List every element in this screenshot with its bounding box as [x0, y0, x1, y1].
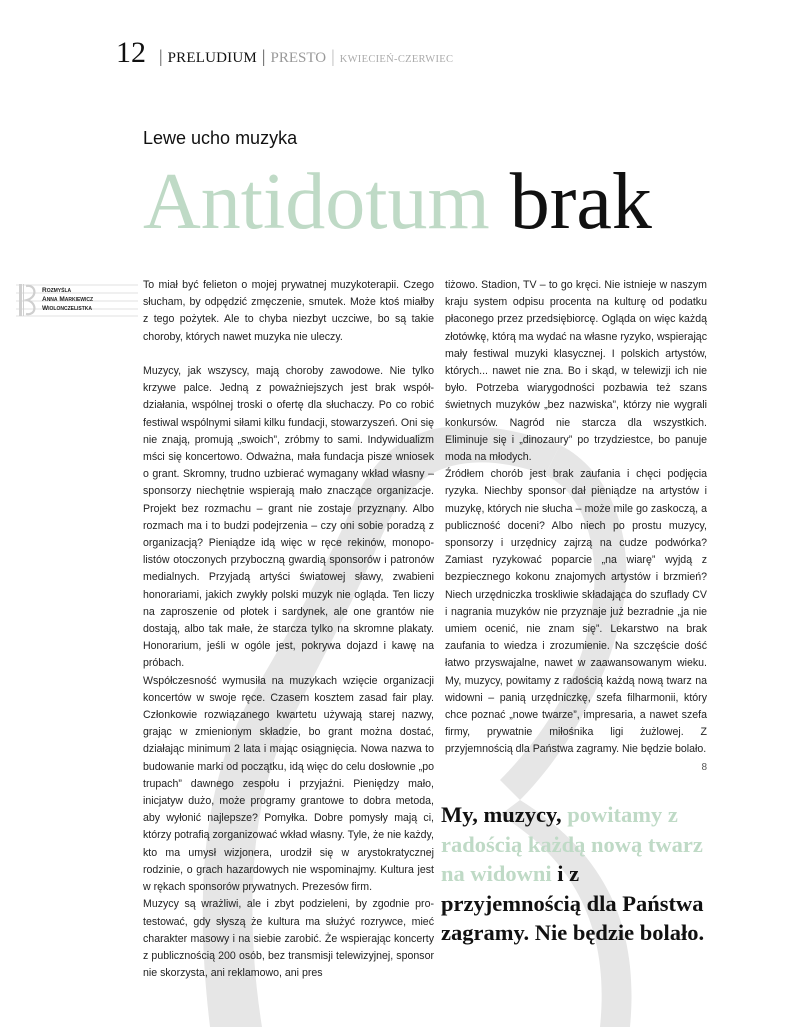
- header-separator: |: [331, 46, 335, 66]
- header-separator: |: [261, 46, 266, 66]
- article-kicker: Lewe ucho muzyka: [143, 128, 298, 148]
- header-separator: |: [159, 46, 163, 66]
- byline-text: [42, 286, 93, 313]
- author-role: Wiolonczelistka: [42, 305, 93, 312]
- running-header: [116, 36, 453, 70]
- title-rest: brak: [509, 158, 652, 246]
- pull-quote-tail: i z przyjemnością dla Państwa zagramy. Nie będzie bolało.: [441, 861, 705, 945]
- section-name: PRESTO: [270, 50, 327, 66]
- pull-quote: [441, 800, 713, 948]
- paragraph-text: Źródłem chorób jest brak zaufania i chęci podjęcia ryzyka. Niechby sponsor dał pieniądze na artystów i muzykę, których nie słucha – może mile go zaskoczą, a publiczność doceni? Albo niech po prostu muzycy, sponsorzy i urzędnicy zajrzą na cudze podwórka? Zamiast ryzykować poparcie „na wiarę” wyjdą z bezpiecznego kokonu znajomych artystów i brzmień? Niech urzędniczka troskliwie składająca do szuflady CV i nagrania muzyków nie przyznaje już bezradnie „ja nie umiem ocenić, nie znam się”. Lekarstwo na brak zaufania to wiedza i zrozumienie. Na szczęście dość łatwo przyswajalne, nawet w zaawansowanym wieku. My, muzycy, powitamy z radością każdą nową twarz na widowni – panią urzędniczkę, szefa filharmonii, który chce poznać „nowe twarze”, impresaria, a nawet szefa firmy, prywatnie miłośnika ligi żużlowej. Z przyjemnością dla Państwa zagramy. Nie będzie bolało.: [445, 468, 707, 756]
- author-byline: [16, 283, 138, 317]
- article-column-1: [143, 277, 434, 982]
- paragraph: To miał być felieton o mojej prywatnej muzykoterapii. Czego słucham, by odpędzić zmęczenie, smutek. Może ktoś miałby z tego pożytek. Ale to chyba niezbyt uczciwe, bo są takie choroby, których nawet muzyka nie uleczy.: [143, 279, 434, 343]
- page-number: 12: [116, 36, 146, 69]
- pull-quote-lead: My, muzycy,: [441, 802, 568, 827]
- paragraph: tiżowo. Stadion, TV – to go kręci. Nie istnieje w naszym kraju system odpisu procenta na kulturę od podatku płaconego przez przedsiębiorcę. Ogląda on więc każdą złotówkę, którą ma wydać na własne ryzyko, wspierając mały festiwal muzyki klasycznej. I polskich artystów, których... nawet nie zna. Bo i skąd, w telewizji ich nie było. Potrzeba wiarygodności pozbawia też szans świetnych muzyków „bez nazwiska”, którzy nie wygrali konkursów. Nagród nie starcza dla wszystkich. Eliminuje się i „dinozaury” po trzydziestce, bo panuje moda na młodych.: [445, 279, 707, 464]
- pull-quote-highlight: powitamy z radością każdą nową twarz na widowni: [441, 802, 703, 886]
- paragraph: Muzycy, jak wszyscy, mają choroby zawodowe. Nie tylko krzywe palce. Jedną z poważniejszych jest brak współdziałania, wspólnej troski o ofertę dla słuchaczy. Po co robić festiwal wspólnymi siłami kilku fundacji, stowarzyszeń. Oni się nie znają, promują „swoich”, zróbmy to sami. Indywidualizm mści się koncertowo. Odważna, mała fundacja pisze wniosek o grant. Skromny, trudno uzbierać wymagany wkład własny – sponsorzy niechętnie wspierają mało znaczące organizacje. Projekt bez rozmachu – grant nie zostaje przyznany. Albo rozmach ma i to budzi podejrzenia – czy oni sobie poradzą z organizacją? Pieniądze idą więc w ręce rekinów, monopolistów otoczonych przyboczną gwardią sponsorów i patronów medialnych. Przyjadą artyści światowej sławy, zwabieni honorariami, jakich zwykły polski muzyk nie ogląda. Ten liczy na zaproszenie od płotek i sardynek, ale one grantów nie dostają, albo tak małe, że starcza tylko na skromne plakaty. Honorarium, jeśli w ogóle jest, pokrywa dojazd i kawę na próbach.: [143, 365, 434, 670]
- paragraph: Współczesność wymusiła na muzykach wzięcie organizacji koncertów w swoje ręce. Czasem kosztem zasad fair play. Członkowie rozwiązanego kwartetu używają starej nazwy, grając w zmienionym składzie, bo grant można dostać, działając minimum 2 lata i mając osiągnięcia. Nowa nazwa to budowanie marki od początku, idą więc do celu dosłownie „po trupach” dawnego zespołu i przyjaźni. Pieniędzy mało, inicjatyw dużo, może programy grantowe to dobra metoda, aby wyłonić najlepsze? Pomyłka. Dobre pomysły mają ci, którzy potrafią zorganizować wkład własny. Tyle, że nie każdy, kto ma umysł wizjonera, urodził się w arystokratycznej rodzinie, o grach hazardowych nie wspominajmy. Kultura jest w rękach sponsorów prywatnych. Prezesów firm.: [143, 674, 434, 894]
- paragraph: [445, 466, 707, 773]
- article-column-2: [445, 277, 707, 776]
- paragraph: Muzycy są wrażliwi, ale i zbyt podzieleni, by zgodnie protestować, gdy słyszą że kultura ma służyć rozrywce, mieć charakter masowy i na siebie zarobić. Że wspierając koncerty z publicznością 200 osób, bez transmisji telewizyjnej, sponsor nie skorzysta, ani reklamowo, ani pres: [143, 898, 434, 980]
- author-name: Anna Markiewicz: [42, 296, 94, 303]
- end-mark: 8: [701, 761, 707, 773]
- byline-label: Rozmyśla: [42, 287, 72, 294]
- title-highlight: Antidotum: [143, 158, 490, 246]
- issue-date: KWIECIEŃ-CZERWIEC: [339, 54, 454, 65]
- article-title: [143, 160, 652, 244]
- magazine-name: PRELUDIUM: [167, 50, 257, 66]
